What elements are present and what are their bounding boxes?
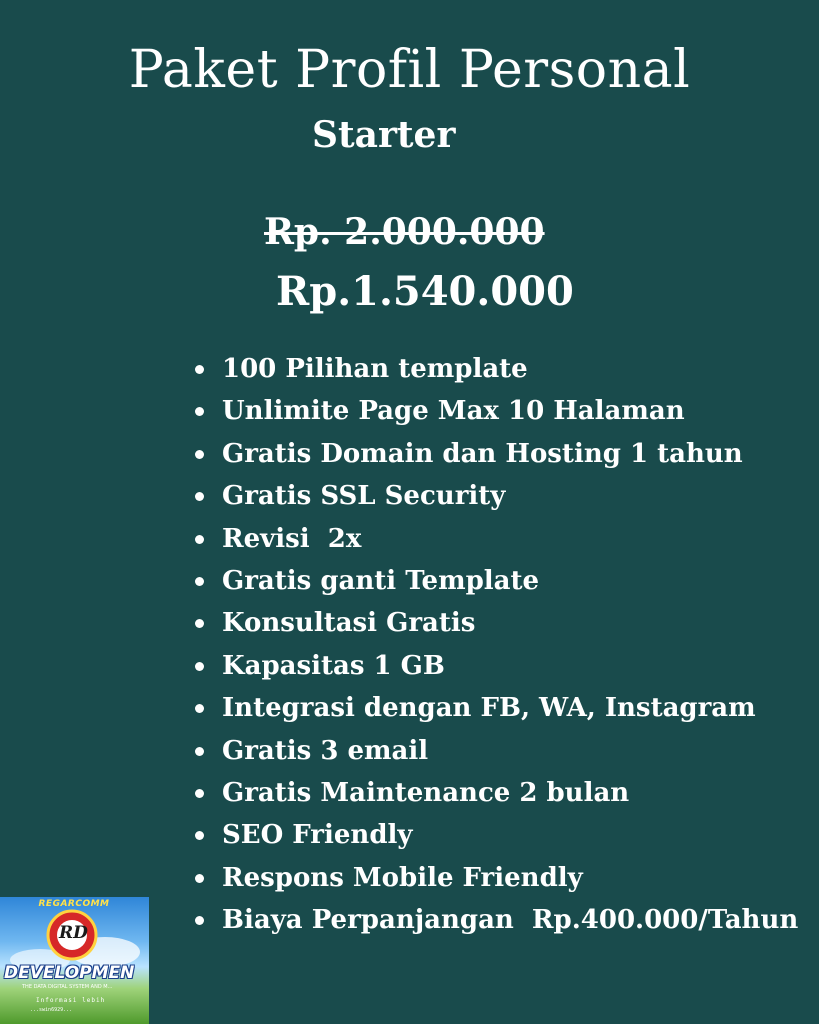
feature-item: [195, 687, 798, 729]
feature-text: Gratis Maintenance 2 bulan: [222, 777, 630, 808]
feature-text: 100 Pilihan template: [222, 354, 528, 384]
feature-item: [195, 433, 798, 475]
feature-text: Gratis Domain dan Hosting 1 tahun: [222, 438, 743, 469]
feature-item: [195, 857, 798, 899]
feature-text: Gratis 3 email: [222, 735, 429, 766]
logo-brand-text: REGARCOMM: [38, 899, 110, 909]
feature-text: Konsultasi Gratis: [222, 608, 476, 639]
feature-text: Biaya Perpanjangan Rp.400.000/Tahun: [222, 905, 799, 936]
feature-item: [195, 390, 798, 432]
feature-text: Kapasitas 1 GB: [222, 650, 445, 681]
feature-item: [195, 899, 798, 941]
page-title: Paket Profil Personal: [128, 40, 691, 100]
feature-item: [195, 730, 798, 772]
feature-item: [195, 645, 798, 687]
feature-item: [195, 772, 798, 814]
bullet-icon: [195, 916, 204, 925]
logo-info-text: Informasi lebih: [36, 997, 106, 1004]
bullet-icon: [195, 874, 204, 883]
feature-item: [195, 475, 798, 517]
feature-item: [195, 814, 798, 856]
logo-emblem-letters: RD: [59, 923, 88, 943]
logo-tagline: THE DATA DIGITAL SYSTEM AND M...: [22, 984, 113, 990]
bullet-icon: [195, 535, 204, 544]
feature-text: Respons Mobile Friendly: [222, 862, 583, 893]
package-subtitle: Starter: [312, 114, 456, 156]
bullet-icon: [195, 492, 204, 501]
discount-price: Rp.1.540.000: [276, 268, 574, 315]
regarcomm-logo: [0, 897, 149, 1024]
bullet-icon: [195, 619, 204, 628]
bullet-icon: [195, 662, 204, 671]
feature-item: [195, 602, 798, 644]
bullet-icon: [195, 577, 204, 586]
bullet-icon: [195, 365, 204, 374]
bullet-icon: [195, 747, 204, 756]
feature-text: Gratis ganti Template: [222, 565, 540, 596]
bullet-icon: [195, 704, 204, 713]
feature-text: Gratis SSL Security: [222, 481, 506, 512]
feature-text: Unlimite Page Max 10 Halaman: [222, 396, 685, 427]
logo-wordmark: DEVELOPMEN: [4, 963, 135, 983]
bullet-icon: [195, 407, 204, 416]
original-price: Rp. 2.000.000: [264, 211, 545, 253]
feature-item: [195, 560, 798, 602]
feature-text: SEO Friendly: [222, 820, 413, 851]
feature-item: [195, 348, 798, 390]
feature-item: [195, 518, 798, 560]
logo-contact-text: ...swin6929...: [30, 1007, 73, 1013]
bullet-icon: [195, 789, 204, 798]
bullet-icon: [195, 831, 204, 840]
feature-text: Integrasi dengan FB, WA, Instagram: [222, 693, 756, 724]
bullet-icon: [195, 450, 204, 459]
feature-text: Revisi 2x: [222, 523, 362, 554]
feature-list: [195, 348, 798, 941]
